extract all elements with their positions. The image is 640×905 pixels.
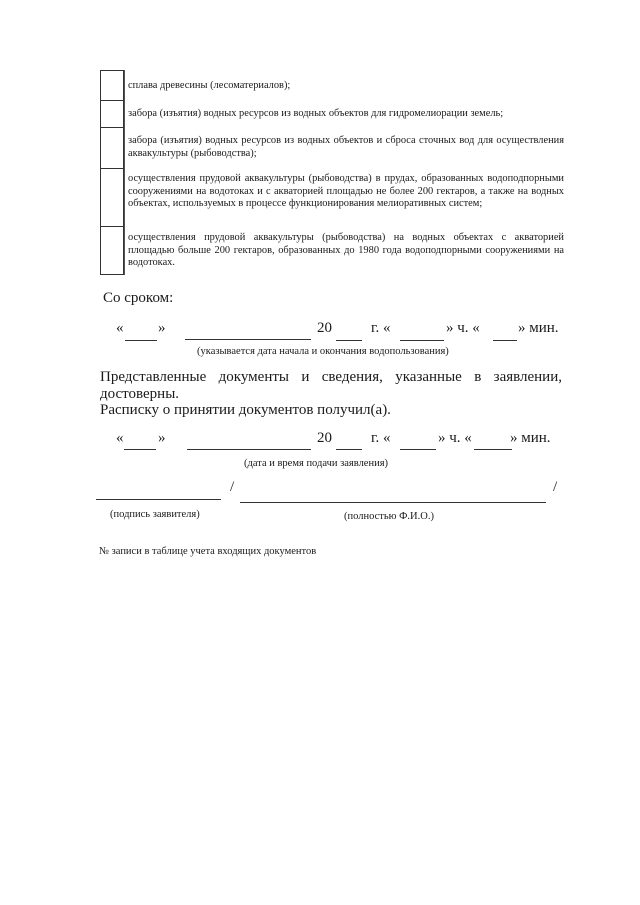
submission-hour-suffix: » ч. « — [438, 430, 472, 446]
term-min-suffix: » мин. — [518, 320, 559, 336]
term-minute-field[interactable] — [493, 322, 517, 340]
statement-line-1: Представленные документы и сведения, указанные в заявлении, достоверны. — [100, 369, 562, 402]
submission-year-suffix: г. « — [371, 430, 391, 446]
option-text-2: забора (изъятия) водных ресурсов из водных объектов для гидромелиорации земель; — [128, 108, 504, 119]
term-hour-field[interactable] — [400, 322, 444, 340]
term-day-field[interactable] — [125, 322, 157, 340]
option-text-1: сплава древесины (лесоматериалов); — [128, 80, 291, 91]
option-text-5: осуществления прудовой аквакультуры (рыбоводства) на водных объектах с акваторией площадью больше 200 гектаров, образованных до 1980 года водоподпорными сооружениями на водотоках. — [128, 232, 564, 269]
checkbox-option-5[interactable] — [101, 226, 123, 274]
checkbox-option-2[interactable] — [101, 100, 123, 126]
checkbox-option-1[interactable] — [101, 71, 123, 99]
full-name-field[interactable] — [240, 484, 546, 502]
term-minute-line — [493, 340, 517, 341]
submission-day-field[interactable] — [124, 432, 156, 450]
signature-slash-1: / — [230, 479, 235, 495]
term-hour-suffix: » ч. « — [446, 320, 480, 336]
term-year-suffix: г. « — [371, 320, 391, 336]
term-caption: (указывается дата начала и окончания водопользования) — [197, 346, 449, 357]
submission-minute-field[interactable] — [474, 432, 512, 450]
submission-close-quote: » — [158, 430, 166, 446]
term-year-prefix: 20 — [317, 320, 332, 336]
term-label: Со сроком: — [103, 290, 174, 306]
term-year-line — [336, 340, 362, 341]
submission-caption: (дата и время подачи заявления) — [244, 458, 389, 469]
term-year-field[interactable] — [336, 322, 362, 340]
signature-caption: (подпись заявителя) — [110, 509, 200, 520]
option-border — [124, 70, 125, 275]
option-text-3: забора (изъятия) водных ресурсов из водных объектов и сброса сточных вод для осуществления аквакультуры (рыбоводства); — [128, 135, 564, 159]
signature-slash-2: / — [553, 479, 558, 495]
term-hour-line — [400, 340, 444, 341]
term-month-field[interactable] — [185, 322, 311, 340]
statement-line-2: Расписку о принятии документов получил(а). — [100, 402, 391, 418]
submission-month-field[interactable] — [187, 432, 311, 450]
submission-year-field[interactable] — [336, 432, 362, 450]
registry-note: № записи в таблице учета входящих документов — [99, 546, 317, 557]
term-close-quote: » — [158, 320, 166, 336]
term-day-line — [125, 340, 157, 341]
submission-min-suffix: » мин. — [510, 430, 551, 446]
option-text-4: осуществления прудовой аквакультуры (рыбоводства) в прудах, образованных водоподпорными сооружениями на водотоках и с акваторией площадью не более 200 гектаров, а также на водных объектах, используемых в процессе функционирования мелиоративных систем; — [128, 173, 564, 210]
signature-field[interactable] — [96, 482, 221, 500]
checkbox-option-4[interactable] — [101, 168, 123, 225]
submission-open-quote: « — [116, 430, 124, 446]
term-open-quote: « — [116, 320, 124, 336]
submission-year-prefix: 20 — [317, 430, 332, 446]
submission-hour-field[interactable] — [400, 432, 436, 450]
full-name-line — [240, 502, 546, 503]
checkbox-option-3[interactable] — [101, 127, 123, 167]
full-name-caption: (полностью Ф.И.О.) — [344, 511, 434, 522]
